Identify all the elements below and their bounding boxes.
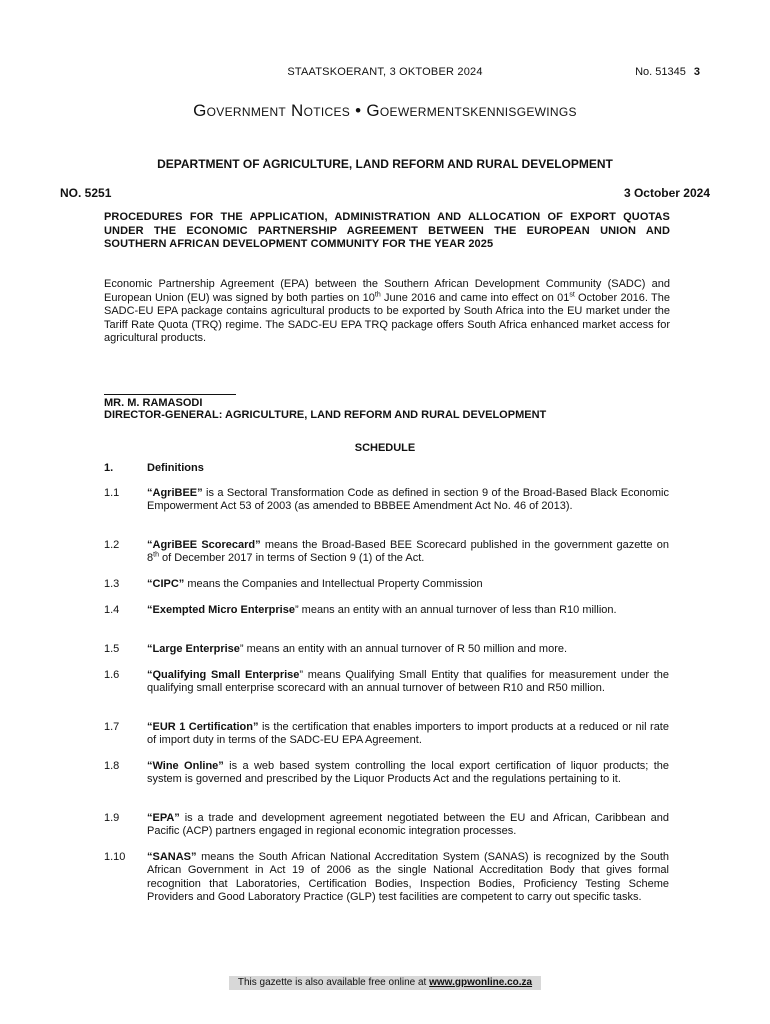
section-number: 1. — [104, 462, 114, 474]
schedule-heading: SCHEDULE — [354, 442, 416, 454]
signatory-title: DIRECTOR-GENERAL: AGRICULTURE, LAND REFORM AND RURAL DEVELOPMENT — [104, 409, 547, 421]
intro-text-2: June 2016 and came into effect on 01 — [380, 291, 570, 304]
gazette-number-label: No. 51345 — [635, 66, 686, 78]
notice-number: NO. 5251 — [60, 186, 112, 200]
definition-term: “CIPC” — [147, 578, 185, 590]
intro-text-3: October 2016. The SADC-EU EPA package contains agricultural products to be exported by South Africa into the EU market under the Tariff Rate Quota (TRQ) regime. The SADC-EU EPA TRQ package offers South Africa enhanced market access for agricultural products. — [104, 291, 670, 344]
definition-term: “Qualifying Small Enterprise — [147, 669, 300, 681]
definition-text: is a trade and development agreement negotiated between the EU and African, Caribbean and Pacific (ACP) partners engaged in regional economic integration processes. — [147, 812, 669, 838]
footer-text: This gazette is also available free online at — [237, 977, 430, 988]
footer-banner — [229, 976, 541, 990]
definition-text: ” means Qualifying Small Entity that qualifies for measurement under the qualifying small enterprise scorecard with an annual turnover of between R10 and R50 million. — [147, 669, 669, 695]
intro-sup-1: th — [374, 290, 381, 298]
definition-term: “Wine Online” — [147, 760, 224, 772]
definition-number: 1.2 — [104, 539, 120, 551]
signature-line — [104, 394, 236, 395]
definition-number: 1.1 — [104, 487, 120, 499]
definition-number: 1.5 — [104, 643, 120, 655]
definition-item — [147, 487, 669, 514]
definition-item — [147, 669, 669, 696]
definition-term: “AgriBEE” — [147, 487, 203, 499]
intro-paragraph — [104, 278, 670, 346]
definition-text: is the certification that enables importers to import products at a reduced or nil rate of import duty in terms of the SADC-EU EPA Agreement. — [147, 721, 669, 747]
definition-text: ” means an entity with an annual turnover of less than R10 million. — [294, 604, 617, 616]
definition-text-2: of December 2017 in terms of Section 9 (1) of the Act. — [158, 552, 425, 565]
definition-number: 1.9 — [104, 812, 120, 824]
definition-item — [147, 851, 669, 904]
gazette-number — [635, 66, 700, 78]
definition-text: is a web based system controlling the local export certification of liquor products; the system is governed and prescribed by the Liquor Products Act and the regulations pertaining to it. — [147, 760, 669, 786]
definition-number: 1.6 — [104, 669, 120, 681]
page-number: 3 — [693, 66, 700, 78]
notice-date: 3 October 2024 — [623, 186, 710, 200]
definition-text: means the South African National Accreditation System (SANAS) is recognized by the South African Government in Act 19 of 2006 as the single National Accreditation Body that gives formal recognition that Laboratories, Certification Bodies, Inspection Bodies, Proficiency Testing Scheme Providers and Good Laboratory Practice (GLP) test facilities are competent to carry out specific tasks. — [147, 851, 669, 903]
definition-item — [147, 604, 669, 617]
definition-term: “Large Enterprise — [147, 643, 240, 655]
intro-sup-2: st — [569, 290, 575, 298]
definition-text: is a Sectoral Transformation Code as defined in section 9 of the Broad-Based Black Economic Empowerment Act 53 of 2003 (as amended to BBBEE Amendment Act No. 46 of 2013). — [147, 487, 669, 513]
department-heading: DEPARTMENT OF AGRICULTURE, LAND REFORM AND RURAL DEVELOPMENT — [157, 157, 613, 171]
footer-link[interactable]: www.gpwonline.co.za — [429, 977, 533, 988]
definition-number: 1.10 — [104, 851, 126, 863]
signatory-name: MR. M. RAMASODI — [104, 397, 203, 409]
definition-sup: th — [153, 551, 159, 559]
definition-number: 1.4 — [104, 604, 120, 616]
section-title: Definitions — [147, 462, 204, 474]
procedures-heading: PROCEDURES FOR THE APPLICATION, ADMINISTRATION AND ALLOCATION OF EXPORT QUOTAS UNDER THE ECONOMIC PARTNERSHIP AGREEMENT BETWEEN THE EUROPEAN UNION AND SOUTHERN AFRICAN DEVELOPMENT COMMUNITY FOR THE YEAR 2025 — [104, 211, 670, 250]
definition-term: “AgriBEE Scorecard” — [147, 539, 261, 551]
definition-term: “Exempted Micro Enterprise — [147, 604, 295, 616]
gazette-header: STAATSKOERANT, 3 OKTOBER 2024 — [287, 66, 483, 78]
intro-text-1: Economic Partnership Agreement (EPA) between the Southern African Development Community (SADC) and European Union (EU) was signed by both parties on 10 — [104, 278, 670, 304]
definition-item — [147, 760, 669, 787]
definition-item — [147, 539, 669, 566]
definition-text: ” means an entity with an annual turnover of R 50 million and more. — [239, 643, 568, 655]
definition-text: means the Companies and Intellectual Property Commission — [184, 578, 483, 590]
definition-item — [147, 721, 669, 748]
definition-term: “EPA” — [147, 812, 180, 824]
page-title: Government Notices • Goewermentskennisgewings — [193, 101, 577, 120]
definition-term: “SANAS” — [147, 851, 197, 863]
definition-number: 1.7 — [104, 721, 120, 733]
definition-item — [147, 578, 669, 591]
definition-item — [147, 643, 669, 656]
definition-text: means the Broad-Based BEE Scorecard published in the government gazette on 8 — [147, 539, 669, 565]
definition-term: “EUR 1 Certification” — [147, 721, 259, 733]
definition-number: 1.8 — [104, 760, 120, 772]
definition-item — [147, 812, 669, 839]
definition-number: 1.3 — [104, 578, 120, 590]
